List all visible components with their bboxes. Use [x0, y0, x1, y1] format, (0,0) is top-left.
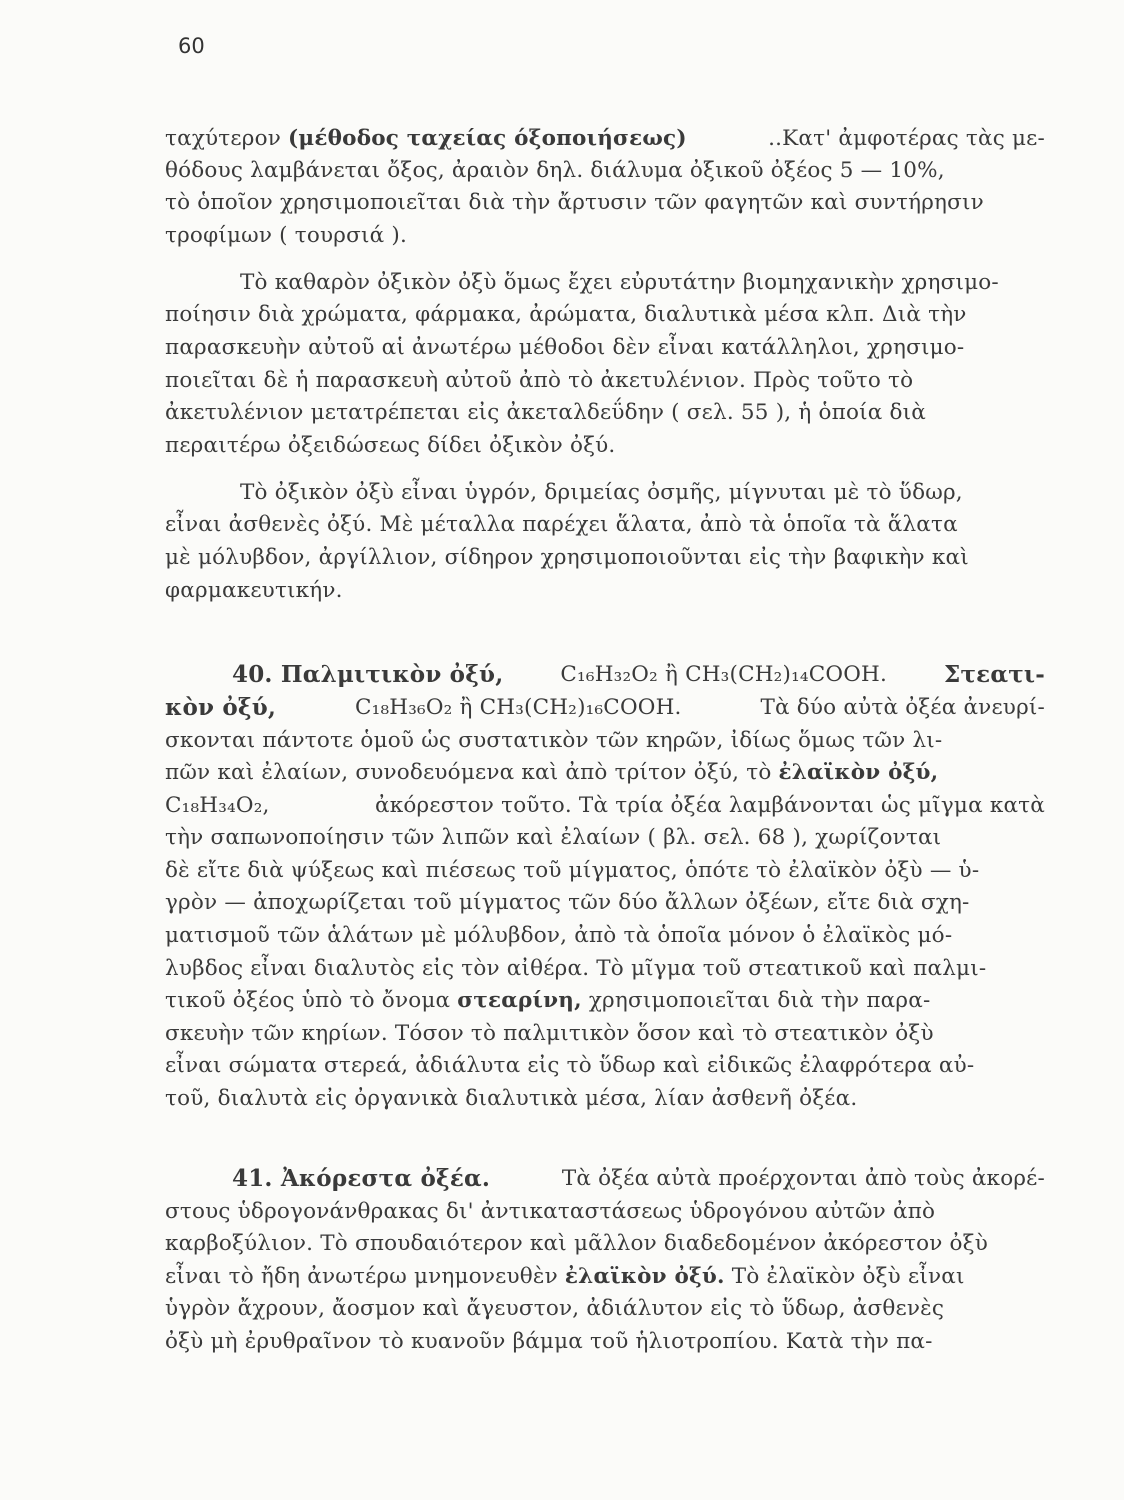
text-line: ὑγρὸν ἄχρουν, ἄοσμον καὶ ἄγευστον, ἀδιάλυτον εἰς τὸ ὕδωρ, ἀσθενὲς [165, 1296, 945, 1321]
text-line: τοῦ, διαλυτὰ εἰς ὀργανικὰ διαλυτικὰ μέσα, λίαν ἀσθενῆ ὀξέα. [165, 1086, 858, 1111]
formula: C₁₆H₃₂O₂ ἢ CH₃(CH₂)₁₄COOH. [560, 662, 888, 687]
section-heading-line [232, 660, 1045, 690]
text-line: εἶναι σώματα στερεά, ἀδιάλυτα εἰς τὸ ὕδωρ καὶ εἰδικῶς ἐλαφρότερα αὐ- [165, 1053, 975, 1078]
section-heading: 40. Παλμιτικὸν ὀξύ, [232, 661, 504, 688]
text-line: ματισμοῦ τῶν ἁλάτων μὲ μόλυβδον, ἀπὸ τὰ ὁποῖα μόνον ὁ ἐλαϊκὸς μό- [165, 923, 953, 948]
text-line: μὲ μόλυβδον, ἀργίλλιον, σίδηρον χρησιμοποιοῦνται εἰς τὴν βαφικὴν καὶ [165, 545, 969, 570]
text-line: σκονται πάντοτε ὁμοῦ ὡς συστατικὸν τῶν κηρῶν, ἰδίως ὅμως τῶν λι- [165, 728, 943, 753]
section-heading-line [232, 1164, 1045, 1194]
bold-term: στεαρίνη, [457, 988, 582, 1013]
text-line: λυβδος εἶναι διαλυτὸς εἰς τὸν αἰθέρα. Τὸ μῖγμα τοῦ στεατικοῦ καὶ παλμι- [165, 956, 987, 981]
text-line: παρασκευὴν αὐτοῦ αἱ ἀνωτέρω μέθοδοι δὲν εἶναι κατάλληλοι, χρησιμο- [165, 335, 965, 360]
text-line: καρβοξύλιον. Τὸ σπουδαιότερον καὶ μᾶλλον διαδεδομένον ἀκόρεστον ὀξὺ [165, 1231, 988, 1256]
text-segment: ..Κατ' ἀμφοτέρας τὰς με- [768, 126, 1045, 151]
text-line: τὴν σαπωνοποίησιν τῶν λιπῶν καὶ ἐλαίων ( βλ. σελ. 68 ), χωρίζονται [165, 825, 942, 850]
text-line: γρὸν — ἀποχωρίζεται τοῦ μίγματος τῶν δύο ἄλλων ὀξέων, εἴτε διὰ σχη- [165, 890, 970, 915]
text-line: τικοῦ ὀξέος ὑπὸ τὸ ὄνομα στεαρίνη, χρησιμοποιεῖται διὰ τὴν παρα- [165, 988, 931, 1013]
page-number: 60 [178, 34, 205, 58]
bold-term: ἐλαϊκὸν ὀξύ, [778, 760, 939, 785]
text-line: εἶναι ἀσθενὲς ὀξύ. Μὲ μέταλλα παρέχει ἅλατα, ἀπὸ τὰ ὁποῖα τὰ ἅλατα [165, 512, 958, 537]
formula: C₁₈H₃₆O₂ ἢ CH₃(CH₂)₁₆COOH. [354, 695, 682, 720]
text-line: Τὸ ὀξικὸν ὀξὺ εἶναι ὑγρόν, δριμείας ὀσμῆς, μίγνυται μὲ τὸ ὕδωρ, [240, 480, 963, 505]
section-heading: 41. Ἀκόρεστα ὀξέα. [232, 1165, 491, 1192]
formula: C₁₈H₃₄O₂, [165, 793, 270, 818]
text-line: σκευὴν τῶν κηρίων. Τόσον τὸ παλμιτικὸν ὅσον καὶ τὸ στεατικὸν ὀξὺ [165, 1021, 934, 1046]
text-line: φαρμακευτικήν. [165, 578, 343, 603]
text-line: πῶν καὶ ἐλαίων, συνοδευόμενα καὶ ἀπὸ τρίτον ὀξύ, τὸ ἐλαϊκὸν ὀξύ, [165, 760, 939, 785]
text-line: τροφίμων ( τουρσιά ). [165, 223, 408, 248]
text-line [165, 124, 1045, 154]
text-line: περαιτέρω ὀξειδώσεως δίδει ὀξικὸν ὀξύ. [165, 433, 616, 458]
text-line: ποιεῖται δὲ ἡ παρασκευὴ αὐτοῦ ἀπὸ τὸ ἀκετυλένιον. Πρὸς τοῦτο τὸ [165, 368, 914, 393]
text-line [165, 791, 1045, 821]
text-segment: Στεατι- [944, 661, 1045, 688]
text-line [165, 693, 1045, 723]
text-line: ἀκετυλένιον μετατρέπεται εἰς ἀκεταλδεΰδην ( σελ. 55 ), ἡ ὁποία διὰ [165, 400, 926, 425]
text-line: δὲ εἴτε διὰ ψύξεως καὶ πιέσεως τοῦ μίγματος, ὁπότε τὸ ἐλαϊκὸν ὀξὺ — ὑ- [165, 858, 980, 883]
text-line: τὸ ὁποῖον χρησιμοποιεῖται διὰ τὴν ἄρτυσιν τῶν φαγητῶν καὶ συντήρησιν [165, 190, 984, 215]
text-segment: κὸν ὀξύ, [165, 694, 277, 721]
text-line: εἶναι τὸ ἤδη ἀνωτέρω μνημονευθὲν ἐλαϊκὸν ὀξύ. Τὸ ἐλαϊκὸν ὀξὺ εἶναι [165, 1264, 965, 1289]
text-line: στους ὑδρογονάνθρακας δι' ἀντικαταστάσεως ὑδρογόνου αὐτῶν ἀπὸ [165, 1199, 936, 1224]
text-segment: Τὰ δύο αὐτὰ ὀξέα ἀνευρί- [760, 695, 1045, 720]
text-line: Τὸ καθαρὸν ὀξικὸν ὀξὺ ὅμως ἔχει εὐρυτάτην βιομηχανικὴν χρησιμο- [240, 270, 999, 295]
text-line: ποίησιν διὰ χρώματα, φάρμακα, ἀρώματα, διαλυτικὰ μέσα κλπ. Διὰ τὴν [165, 302, 967, 327]
text-segment: ἀκόρεστον τοῦτο. Τὰ τρία ὀξέα λαμβάνονται ὡς μῖγμα κατὰ [375, 793, 1045, 818]
text-segment: Τὰ ὀξέα αὐτὰ προέρχονται ἀπὸ τοὺς ἀκορέ- [561, 1166, 1045, 1191]
text-line: θόδους λαμβάνεται ὄξος, ἀραιὸν δηλ. διάλυμα ὀξικοῦ ὀξέος 5 — 10%, [165, 158, 945, 183]
text-segment: ταχύτερον (μέθοδος ταχείας όξοποιήσεως) [165, 126, 687, 151]
bold-term: ἐλαϊκὸν ὀξύ. [564, 1264, 725, 1289]
text-line: ὀξὺ μὴ ἐρυθραῖνον τὸ κυανοῦν βάμμα τοῦ ἡλιοτροπίου. Κατὰ τὴν πα- [165, 1329, 933, 1354]
